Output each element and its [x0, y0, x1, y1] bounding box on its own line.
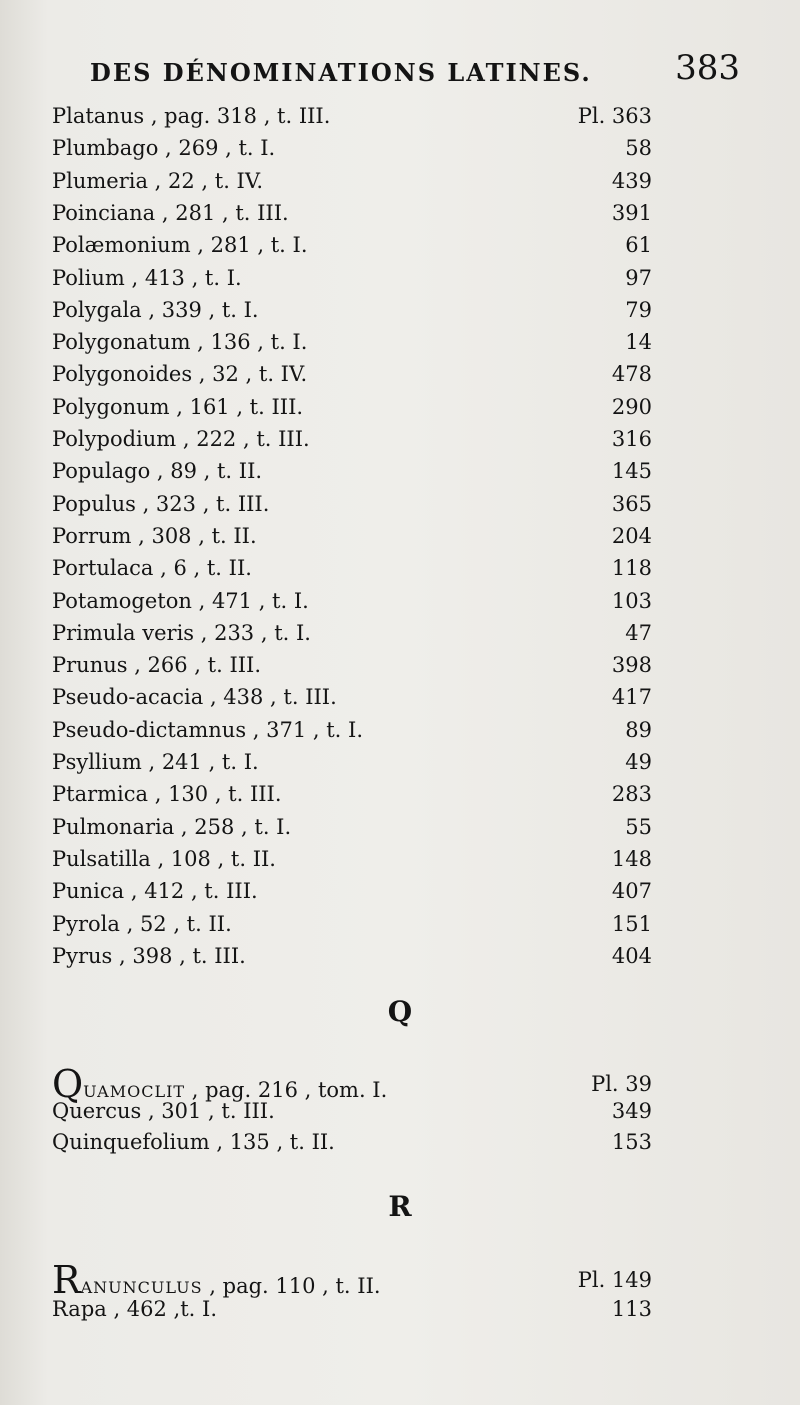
plate-number: 391 — [611, 200, 652, 225]
index-entry — [52, 1258, 652, 1302]
index-entry — [52, 391, 652, 423]
index-entry — [52, 1095, 652, 1127]
index-entry — [52, 649, 652, 681]
index-entry — [52, 132, 652, 164]
plate-number: 407 — [611, 879, 652, 904]
entry-name: Punica , 412 , t. III. — [52, 879, 258, 904]
entry-name: Pulsatilla , 108 , t. II. — [52, 846, 276, 871]
plate-number: 404 — [611, 943, 652, 968]
entry-name: Populus , 323 , t. III. — [52, 491, 270, 516]
plate-number: 47 — [625, 620, 652, 645]
plate-number: 365 — [611, 491, 652, 516]
index-entry — [52, 423, 652, 455]
entry-name: Plumbago , 269 , t. I. — [52, 136, 276, 161]
section-letter-r: R — [388, 1190, 412, 1223]
entry-name: Polygonum , 161 , t. III. — [52, 394, 304, 419]
plate-number: 204 — [611, 523, 652, 548]
drop-cap: R — [52, 1258, 81, 1302]
entry-name: Pseudo-acacia , 438 , t. III. — [52, 685, 337, 710]
index-entry — [52, 326, 652, 358]
running-title: DES DÉNOMINATIONS LATINES. — [90, 58, 592, 87]
plate-number: 61 — [625, 233, 652, 258]
entry-name: Psyllium , 241 , t. I. — [52, 750, 259, 774]
index-entry — [52, 1126, 652, 1158]
plate-number: 49 — [625, 750, 652, 774]
index-entry — [52, 617, 652, 649]
index-entry — [52, 197, 652, 229]
entry-name: Quinquefolium , 135 , t. II. — [52, 1130, 335, 1154]
plate-number: Pl. 363 — [577, 104, 652, 128]
entry-reference: , pag. 216 , tom. I. — [185, 1078, 388, 1102]
plate-number: 79 — [625, 297, 652, 322]
index-entry — [52, 488, 652, 520]
plate-number: 290 — [611, 394, 652, 419]
entry-name: Potamogeton , 471 , t. I. — [52, 588, 309, 613]
plate-number: 113 — [611, 1297, 652, 1321]
plate-number: 316 — [611, 427, 652, 451]
entry-name: Quercus , 301 , t. III. — [52, 1099, 275, 1123]
plate-number: 103 — [611, 588, 652, 613]
plate-number: 153 — [611, 1130, 652, 1154]
entry-smallcaps: ANUNCULUS — [80, 1278, 203, 1297]
section-letter-q: Q — [387, 995, 413, 1028]
index-entry — [52, 908, 652, 940]
index-entry — [52, 843, 652, 875]
entry-name: Prunus , 266 , t. III. — [52, 653, 262, 678]
entry-name: Populago , 89 , t. II. — [52, 459, 263, 484]
index-entry — [52, 811, 652, 843]
drop-cap: Q — [52, 1062, 84, 1106]
plate-number: 148 — [611, 846, 652, 871]
entry-name: Polygonatum , 136 , t. I. — [52, 330, 308, 355]
index-entry — [52, 520, 652, 552]
index-entry — [52, 746, 652, 778]
plate-number: 97 — [625, 265, 652, 290]
index-entry — [52, 778, 652, 810]
entry-name: Polygala , 339 , t. I. — [52, 297, 259, 322]
plate-number: Pl. 149 — [577, 1268, 652, 1292]
plate-number: Pl. 39 — [591, 1072, 652, 1096]
entry-name: Polæmonium , 281 , t. I. — [52, 233, 308, 258]
plate-number: 349 — [611, 1099, 652, 1123]
plate-number: 398 — [611, 653, 652, 678]
plate-number: 89 — [625, 717, 652, 742]
entry-name: Pyrus , 398 , t. III. — [52, 943, 246, 968]
index-entry — [52, 165, 652, 197]
index-entry — [52, 358, 652, 390]
index-entry — [52, 1293, 652, 1325]
index-entry — [52, 455, 652, 487]
index-entry — [52, 875, 652, 907]
plate-number: 417 — [611, 685, 652, 710]
entry-name: Pseudo-dictamnus , 371 , t. I. — [52, 717, 363, 742]
entry-name: Porrum , 308 , t. II. — [52, 523, 257, 548]
plate-number: 439 — [611, 168, 652, 193]
entry-name: Plumeria , 22 , t. IV. — [52, 168, 264, 193]
index-entry — [52, 714, 652, 746]
entry-name: Polypodium , 222 , t. III. — [52, 427, 310, 451]
index-entry — [52, 294, 652, 326]
entry-name: Primula veris , 233 , t. I. — [52, 620, 311, 645]
plate-number: 145 — [611, 459, 652, 484]
entry-name: Ptarmica , 130 , t. III. — [52, 782, 282, 807]
plate-number: 58 — [625, 136, 652, 161]
entry-smallcaps: UAMOCLIT — [83, 1082, 186, 1101]
index-entry — [52, 940, 652, 972]
plate-number: 55 — [625, 814, 652, 839]
plate-number: 283 — [611, 782, 652, 807]
entry-name: Pulmonaria , 258 , t. I. — [52, 814, 292, 839]
plate-number: 118 — [611, 556, 652, 581]
index-entry — [52, 262, 652, 294]
index-entry — [52, 585, 652, 617]
index-entry — [52, 681, 652, 713]
entry-name: Polygonoides , 32 , t. IV. — [52, 362, 308, 387]
plate-number: 14 — [625, 330, 652, 355]
entry-name: Portulaca , 6 , t. II. — [52, 556, 252, 581]
entry-name: Rapa , 462 ,t. I. — [52, 1297, 217, 1321]
index-entry — [52, 229, 652, 261]
plate-number: 151 — [611, 911, 652, 936]
page-number: 383 — [675, 48, 740, 88]
index-entry — [52, 100, 652, 132]
entry-name: Platanus , pag. 318 , t. III. — [52, 104, 331, 128]
index-entry — [52, 552, 652, 584]
entry-name: Poinciana , 281 , t. III. — [52, 200, 289, 225]
entry-reference: , pag. 110 , t. II. — [202, 1274, 381, 1298]
page-header — [90, 48, 740, 92]
plate-number: 478 — [611, 362, 652, 387]
entry-name: Polium , 413 , t. I. — [52, 265, 242, 290]
entry-name: Pyrola , 52 , t. II. — [52, 911, 232, 936]
